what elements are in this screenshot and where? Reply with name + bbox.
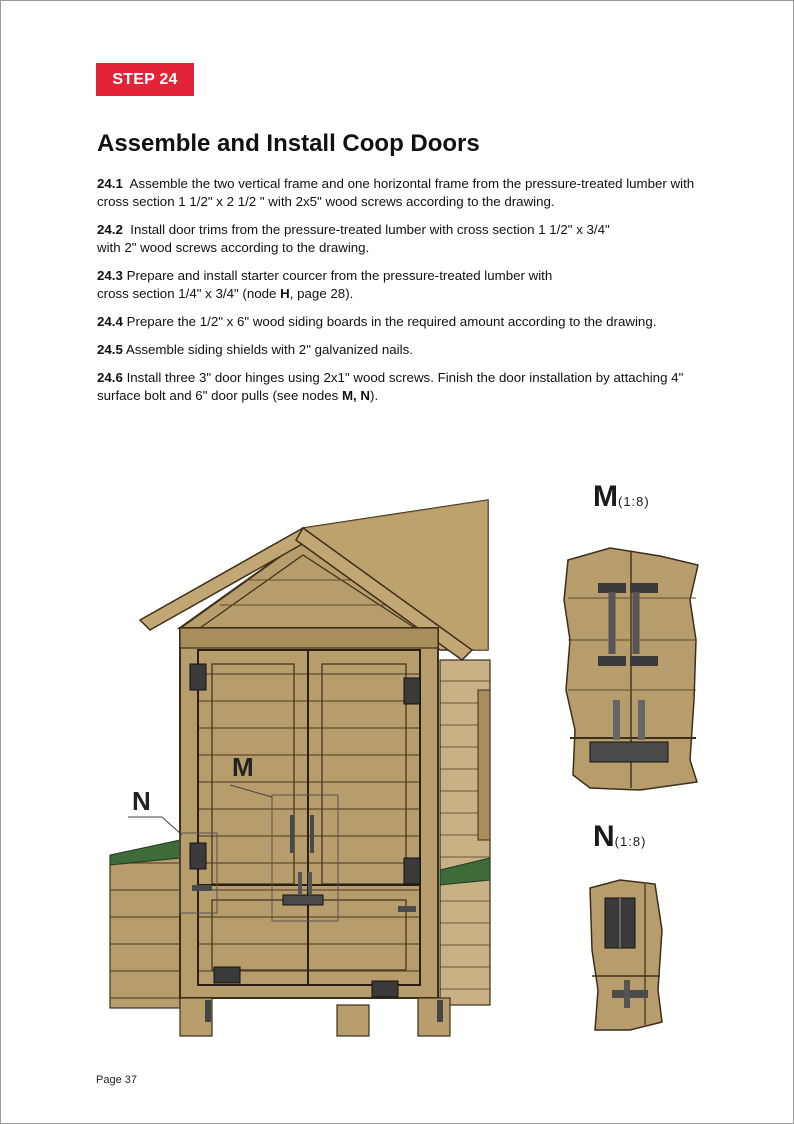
callout-n: N [132,786,151,816]
instruction-text: , page 28). [289,286,354,301]
instruction-text: Prepare the 1/2" x 6" wood siding boards in the required amount according to the drawing. [126,314,657,329]
door-right [308,650,420,985]
node-reference: M, N [341,388,371,403]
instruction-text: Install three 3" door hinges using 2x1" wood screws. Finish the door installation by attaching 4" [126,370,684,385]
instruction-text: Prepare and install starter courcer from the pressure-treated lumber with [126,268,553,283]
leg [337,1005,369,1036]
page-number: Page 37 [96,1074,137,1086]
instruction-number: 24.1 [97,176,123,191]
detail-m-panel [564,548,698,790]
node-reference: H [280,286,290,301]
instruction-text: cross section 1/4" x 3/4" (node [97,286,281,301]
page-title: Assemble and Install Coop Doors [97,130,480,157]
instruction-text: surface bolt and 6" door pulls (see nodes [97,388,342,403]
instruction-number: 24.2 [97,222,123,237]
instruction-text: Assemble the two vertical frame and one horizontal frame from the pressure-treated lumber with [129,176,695,191]
detail-n-scale: (1:8) [614,834,647,849]
detail-m-scale: (1:8) [618,494,650,509]
detail-n-letter: N [593,820,615,853]
instruction-number: 24.4 [97,314,123,329]
instruction-text: cross section 1 1/2" x 2 1/2 " with 2x5" wood screws according to the drawing. [97,194,555,209]
instruction-number: 24.3 [97,268,123,283]
detail-m-letter: M [593,480,618,513]
callout-m: M [232,752,254,782]
instruction-number: 24.5 [97,342,123,357]
step-badge: STEP 24 [96,63,194,96]
instruction-text: with 2" wood screws according to the drawing. [97,240,370,255]
detail-n-label [593,820,646,854]
instruction-text: ). [370,388,379,403]
detail-m-label [593,480,650,514]
instruction-text: Assemble siding shields with 2" galvanized nails. [125,342,413,357]
detail-n-panel [590,880,662,1030]
instruction-text: Install door trims from the pressure-treated lumber with cross section 1 1/2" x 3/4" [130,222,610,237]
annex-wall [110,858,180,1008]
instruction-number: 24.6 [97,370,123,385]
leg [418,998,450,1036]
